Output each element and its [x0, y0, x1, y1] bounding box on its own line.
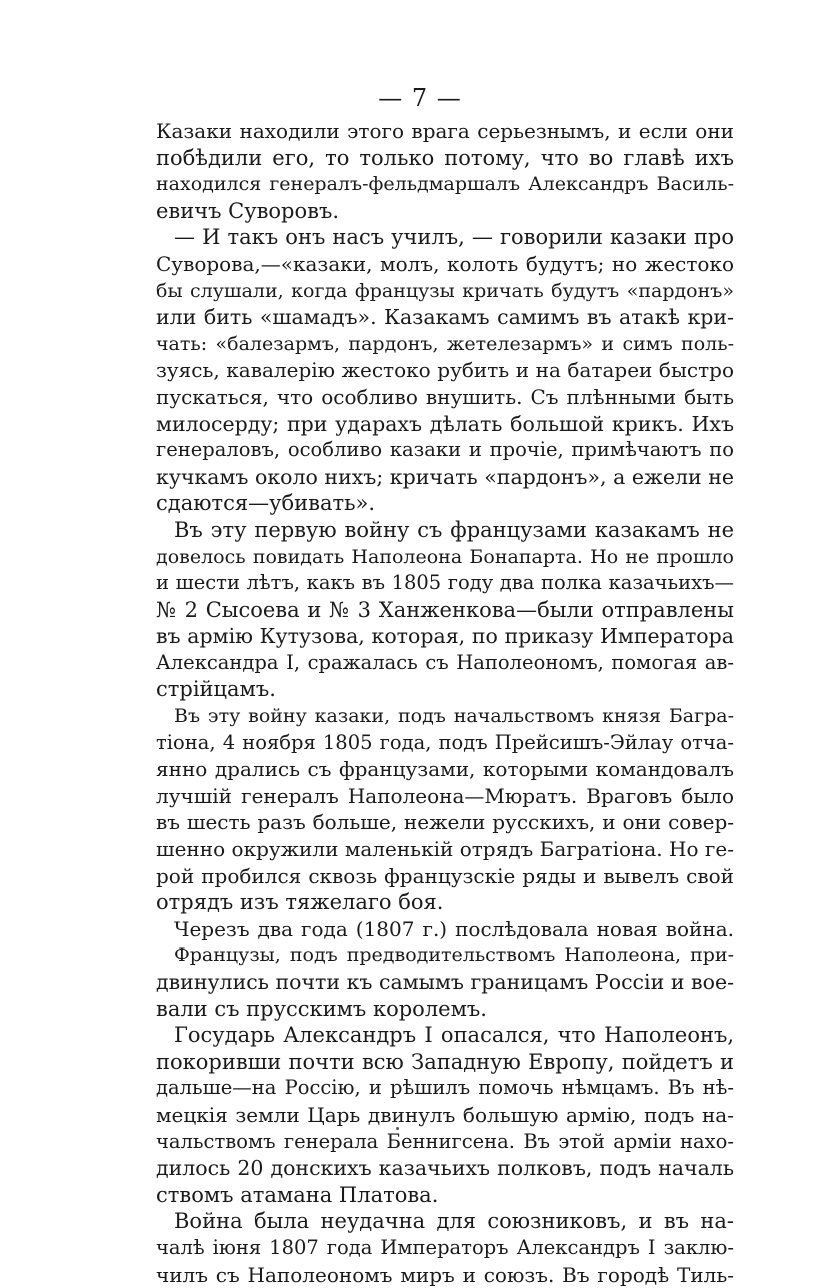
text-line: отрядъ изъ тяжелаго боя. [156, 890, 444, 915]
page-number: — 7 — [378, 84, 462, 112]
text-line: Въ эту войну казаки, подъ начальствомъ князя Багра- [174, 705, 734, 728]
text-line: или бить «шамадъ». Казакамъ самимъ въ атакѣ кри- [156, 305, 734, 330]
text-line: евичъ Суворовъ. [156, 198, 340, 223]
text-line: шенно окружили маленькій отрядъ Багратіона. Но ге- [156, 837, 734, 862]
text-line: сдаются—убивать». [156, 491, 376, 516]
text-line: чать: «балезармъ, пардонъ, жетелезармъ» и симъ поль- [156, 332, 734, 355]
text-line: бы слушали, когда французы кричать будутъ «пардонъ» [156, 279, 734, 302]
text-line: Черезъ два года (1807 г.) послѣдовала новая война. [174, 916, 734, 941]
text-line: побѣдили его, то только потому, что во главѣ ихъ [156, 145, 734, 170]
text-line: чилъ съ Наполеономъ миръ и союзъ. Въ городѣ Тиль- [156, 1262, 734, 1287]
text-line: Война была неудачна для союзниковъ, и въ на- [174, 1209, 734, 1234]
text-line: — И такъ онъ насъ училъ, — говорили казаки про [174, 225, 734, 250]
print-speck [396, 1127, 399, 1130]
text-line: рой пробился сквозь французскіе ряды и вывелъ свой [156, 863, 734, 888]
text-line: янно дрались съ французами, которыми командовалъ [156, 757, 734, 782]
text-line: Въ эту первую войну съ французами казакамъ не [174, 517, 734, 542]
text-line: довелось повидать Наполеона Бонапарта. Но не прошло [156, 545, 734, 568]
text-line: дилось 20 донскихъ казачьихъ полковъ, подъ началь [156, 1156, 734, 1181]
text-line: двинулись почти къ самымъ границамъ Россіи и вое- [156, 970, 734, 994]
text-line: покоривши почти всю Западную Европу, пойдетъ и [156, 1049, 734, 1074]
text-line: кучкамъ около нихъ; кричать «пардонъ», а ежели не [156, 464, 734, 489]
text-line: въ шесть разъ больше, нежели русскихъ, и они совер- [156, 810, 734, 835]
text-line: № 2 Сысоева и № 3 Ханженкова—были отправлены [156, 597, 734, 622]
text-line: и шести лѣтъ, какъ въ 1805 году два полка казачьихъ— [156, 571, 734, 595]
text-line: милосерду; при ударахъ дѣлать большой крикъ. Ихъ [156, 411, 734, 436]
text-line: Александра I, сражалась съ Наполеономъ, помогая ав- [156, 650, 734, 674]
text-line: Суворова,—«казаки, молъ, колоть будутъ; но жестоко [156, 251, 734, 276]
text-line: лучшій генералъ Наполеона—Мюратъ. Враговъ было [156, 783, 734, 808]
text-line: находился генералъ-фельдмаршалъ Александръ Василь- [156, 173, 734, 196]
text-line: Государь Александръ I опасался, что Наполеонъ, [174, 1023, 734, 1048]
text-line: тіона, 4 ноября 1805 года, подъ Прейсишъ-Эйлау отча- [156, 730, 734, 754]
text-line: Казаки находили этого врага серьезнымъ, и если они [156, 119, 734, 143]
text-line: зуясь, кавалерію жестоко рубить и на батареи быстро [156, 358, 734, 383]
body-text [156, 118, 734, 1288]
text-line: ствомъ атамана Платова. [156, 1182, 439, 1207]
text-line: стрійцамъ. [156, 677, 276, 702]
text-line: пускаться, что особливо внушить. Съ плѣнными быть [156, 384, 734, 409]
text-line: генераловъ, особливо казаки и прочіе, примѣчаютъ по [156, 438, 734, 462]
text-line: вали съ прусскимъ королемъ. [156, 996, 487, 1021]
text-line: Французы, подъ предводительствомъ Наполеона, при- [174, 944, 734, 967]
text-line: чалѣ іюня 1807 года Императоръ Александръ I заклю- [156, 1235, 734, 1259]
text-line: въ армію Кутузова, которая, по приказу Императора [156, 624, 734, 649]
text-line: чальствомъ генерала Беннигсена. Въ этой арміи нахо- [156, 1129, 734, 1153]
text-line: дальше—на Россію, и рѣшилъ помочь нѣмцамъ. Въ нѣ- [156, 1076, 734, 1100]
text-line: мецкія земли Царь двинулъ большую армію, подъ на- [156, 1102, 734, 1127]
